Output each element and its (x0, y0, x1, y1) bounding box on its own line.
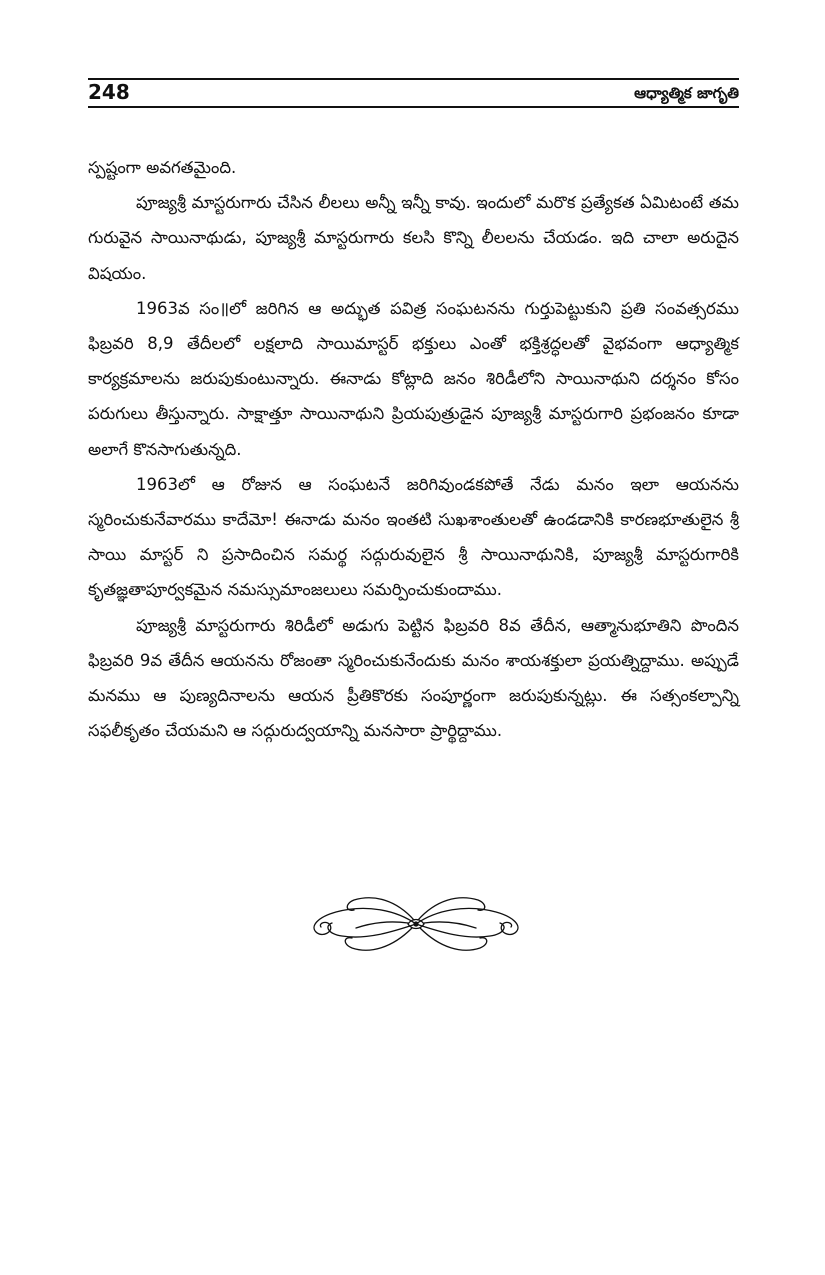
body-text (88, 150, 739, 748)
paragraph-1: స్పష్టంగా అవగతమైంది. (88, 158, 237, 177)
paragraph-3: 1963వ సం॥లో జరిగిన ఆ అద్భుత పవిత్ర సంఘటనను గుర్తుపెట్టుకుని ప్రతి సంవత్సరము ఫిబ్రవరి 8,9 తేదీలలో లక్షలాది సాయిమాస్టర్ భక్తులు ఎంతో భక్తిశ్రద్ధలతో వైభవంగా ఆధ్యాత్మిక కార్యక్రమాలను జరుపుకుంటున్నారు. ఈనాడు కోట్లాది జనం శిరిడీలోని సాయినాథుని దర్శనం కోసం పరుగులు తీస్తున్నారు. సాక్షాత్తూ సాయినాథుని ప్రియపుత్రుడైన పూజ్యశ్రీ మాస్టరుగారి ప్రభంజనం కూడా అలాగే కొనసాగుతున్నది. (88, 298, 739, 459)
paragraph-5: పూజ్యశ్రీ మాస్టరుగారు శిరిడీలో అడుగు పెట్టిన ఫిబ్రవరి 8వ తేదీన, ఆత్మానుభూతిని పొందిన ఫిబ్రవరి 9వ తేదీన ఆయనను రోజంతా స్మరించుకునేందుకు మనం శాయశక్తులా ప్రయత్నిద్దాము. అప్పుడే మనము ఆ పుణ్యదినాలను ఆయన ప్రీతికొరకు సంపూర్ణంగా జరుపుకున్నట్లు. ఈ సత్సంకల్పాన్ని సఫలీకృతం చేయమని ఆ సద్గురుద్వయాన్ని మనసారా ప్రార్థిద్దాము. (88, 615, 739, 741)
paragraph-2: పూజ్యశ్రీ మాస్టరుగారు చేసిన లీలలు అన్నీ ఇన్నీ కావు. ఇందులో మరొక ప్రత్యేకత ఏమిటంటే తమ గురువైన సాయినాథుడు, పూజ్యశ్రీ మాస్టరుగారు కలసి కొన్ని లీలలను చేయడం. ఇది చాలా అరుదైన విషయం. (88, 193, 739, 283)
flourish-divider-icon (296, 890, 536, 962)
header-rule-bottom (88, 106, 739, 108)
running-title: ఆధ్యాత్మిక జాగృతి (634, 84, 739, 102)
page-number: 248 (88, 80, 130, 104)
paragraph-4: 1963లో ఆ రోజున ఆ సంఘటనే జరిగివుండకపోతే నేడు మనం ఇలా ఆయనను స్మరించుకునేవారము కాదేమో! ఈనాడు మనం ఇంతటి సుఖశాంతులతో ఉండడానికి కారణభూతులైన శ్రీ సాయి మాస్టర్ ని ప్రసాదించిన సమర్థ సద్గురువులైన శ్రీ సాయినాథునికి, పూజ్యశ్రీ మాస్టరుగారికి కృతజ్ఞతాపూర్వకమైన నమస్సుమాంజలులు సమర్పించుకుందాము. (88, 474, 739, 600)
header-rule-top (88, 78, 739, 80)
